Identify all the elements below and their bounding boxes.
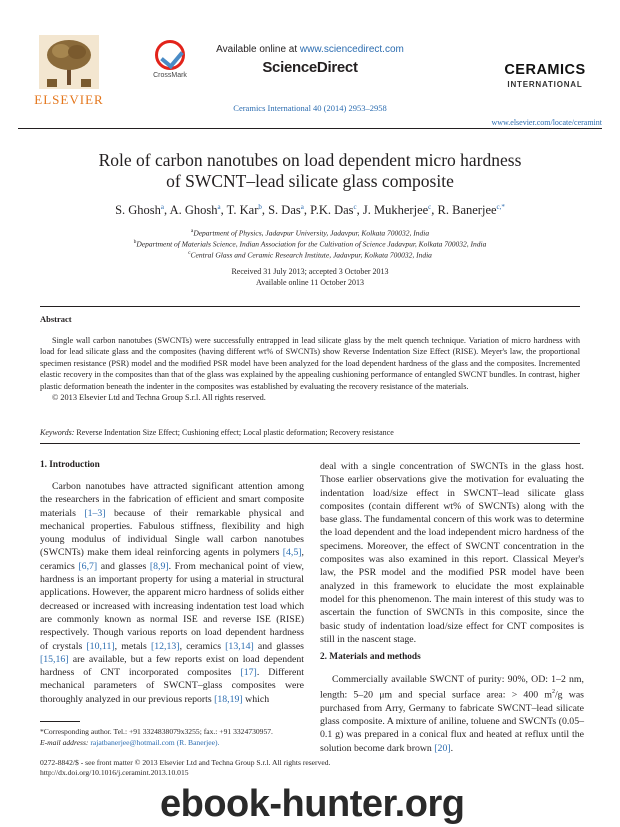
- footnote-divider: [40, 721, 80, 722]
- journal-logo-line2: INTERNATIONAL: [507, 79, 583, 89]
- citation-link[interactable]: [15,16]: [40, 653, 69, 665]
- affiliation-a: [40, 228, 580, 238]
- title-divider: [40, 306, 580, 307]
- section-heading-materials: 2. Materials and methods: [320, 652, 421, 662]
- journal-logo: [490, 63, 600, 89]
- author-name: A. Ghosh: [169, 203, 218, 218]
- issn-line: 0272-8842/$ - see front matter © 2013 Elsevier Ltd and Techna Group S.r.l. All rights reserved.: [40, 758, 331, 767]
- title-line-2: of SWCNT–lead silicate glass composite: [166, 171, 454, 191]
- citation-link[interactable]: [17]: [240, 667, 257, 679]
- doi-link[interactable]: http://dx.doi.org/10.1016/j.ceramint.2013.10.015: [40, 768, 189, 777]
- author-name: T. Kar: [226, 203, 259, 218]
- author-affiliation-marker[interactable]: a: [300, 203, 304, 211]
- author-name: S. Ghosh: [115, 203, 161, 218]
- online-date: Available online 11 October 2013: [256, 278, 364, 287]
- sciencedirect-url-link[interactable]: www.sciencedirect.com: [299, 44, 404, 55]
- abstract-divider: [40, 443, 580, 444]
- affiliation-c: [40, 250, 580, 260]
- crossmark-badge[interactable]: [140, 40, 200, 79]
- intro-paragraph-1: Carbon nanotubes have attracted significant attention among the researchers in the fabrication of efficient and smart composite materials [1–3] because of their remarkable physical and mechanical properties. Fabulous stiffness, flexibility and high young modulus of individual Single wall carbon nanotubes (SWCNTs) make them ideal reinforcing agents in polymers [4,5], ceramics [6,7] and glasses [8,9]. From mechanical point of view, hardness is an important property for using a material in structural applications. However, the apparent micro hardness of solids either decreased or increased with increasing indentation test load which are commonly known as normal ISE and reverse ISE (RISE) respectively. Though various reports on load dependent hardness of crystals [10,11], metals [12,13], ceramics [13,14] and glasses [15,16] are available, but a few reports exist on load dependent hardness of CNT incorporated composites [17]. Different mechanical parameters of SWCNT–glass composites were thoroughly analyzed in our previous reports [18,19] which: [40, 481, 305, 705]
- email-link[interactable]: rajatbanerjee@hotmail.com (R. Banerjee).: [90, 737, 220, 747]
- abstract-body: [40, 335, 580, 403]
- platform-name: ScienceDirect: [262, 59, 358, 76]
- superscript: 2: [551, 689, 555, 696]
- copyright-line: © 2013 Elsevier Ltd and Techna Group S.r.l. All rights reserved.: [52, 393, 266, 403]
- citation-link[interactable]: [8,9]: [149, 560, 169, 572]
- author-affiliation-marker[interactable]: a: [160, 203, 165, 211]
- crossmark-label: CrossMark: [153, 72, 187, 79]
- author-affiliation-marker[interactable]: c,*: [496, 203, 505, 211]
- email-label: E-mail address:: [40, 737, 91, 747]
- section-heading-introduction: 1. Introduction: [40, 460, 100, 470]
- journal-logo-line1: CERAMICS: [504, 62, 586, 78]
- article-title: [40, 150, 580, 192]
- author-affiliation-marker[interactable]: a: [217, 203, 221, 211]
- author-name: R. Banerjee: [437, 203, 497, 218]
- crossmark-icon: [155, 40, 185, 70]
- right-column: [320, 460, 584, 646]
- affiliation-b: [40, 239, 580, 249]
- abstract-text: Single wall carbon nanotubes (SWCNTs) were successfully entrapped in lead silicate glass by the melt quench technique. Variation of micro hardness with load for lead silicate glass and the composites (having different wt% of SWCNTs) show Reverse Indentation Size Effect (RISE). Meyer's law, the proportional specimen resistance (PSR) model and the modified PSR model have been analyzed for the load dependent hardness of the glass and the composites. Incremented elastic recovery in the composites than that of the glass was explained by the appealing cushioning performance of entangled SWCNT bundles. In contrast, higher plastic deformation beneath the indenter in the composites was established by evaluating the recovery resistance of the materials.: [40, 336, 580, 391]
- author-name: S. Das: [268, 203, 301, 218]
- corresponding-author: *Corresponding author. Tel.: +91 3324838079x3255; fax.: +91 3324730957.: [40, 727, 273, 736]
- elsevier-tree-icon: [39, 35, 99, 89]
- issn-block: [40, 758, 420, 778]
- materials-paragraph-1: Commercially available SWCNT of purity: 90%, OD: 1–2 nm, length: 5–20 μm and special surface area: > 400 $m^2/g$ was purchased from Arry, Germany to fabricate SWCNT–lead silicate glass composite. A mixture of aniline, toluene and SWCNTs (0.05–0.1 g) was prepared in a conical flux and heated at reflux until the solution become dark brown [20].: [320, 674, 584, 754]
- keywords: [40, 428, 580, 437]
- publisher-name: ELSEVIER: [34, 92, 104, 107]
- affiliation-text: Department of Materials Science, Indian Association for the Cultivation of Science Jadavpur, Kolkata 700032, India: [136, 239, 487, 249]
- footnote: [40, 727, 310, 748]
- journal-homepage-link[interactable]: www.elsevier.com/locate/ceramint: [491, 118, 602, 127]
- watermark: ebook-hunter.org: [160, 783, 465, 825]
- received-dates: Received 31 July 2013; accepted 3 October 2013: [231, 267, 389, 276]
- abstract-heading: Abstract: [40, 314, 72, 324]
- author-list: S. Ghosh$^a$, A. Ghosh$^a$, T. Kar$^b$, S. Das$^a$, P.K. Das$^c$, J. Mukherjee$^c$, R. Banerjee$^{c,*}$: [115, 203, 505, 218]
- materials-column: [320, 673, 584, 755]
- citation-link[interactable]: [13,14]: [225, 640, 254, 652]
- available-prefix: Available online at: [216, 44, 300, 55]
- author-affiliation-marker[interactable]: b: [258, 203, 262, 211]
- citation-link[interactable]: [10,11]: [86, 640, 115, 652]
- author-affiliation-marker[interactable]: c: [353, 203, 357, 211]
- keywords-label: Keywords:: [40, 428, 75, 437]
- citation-link[interactable]: [20]: [434, 742, 451, 754]
- keywords-text: Reverse Indentation Size Effect; Cushioning effect; Local plastic deformation; Recovery resistance: [76, 428, 394, 437]
- intro-paragraph-2: deal with a single concentration of SWCNTs in the glass host. Those earlier observations give the motivation for evaluating the indentation load/size effect in SWCNT–lead silicate glass composites (contain different wt% of SWCNTs) along with the base glass. The fundamental concern of this work was to determine the load dependent and the load independent micro hardness of the specimens. Moreover, the effect of SWCNT concentration in the composites was also examined in this report. Classical Meyer's law, the PSR model and the modified PSR model have been analyzed in this framework to elucidate the most explainable model for this phenomenon. The main interest of this study was to ascertain the function of SWCNTs in this composite, since the basic study of indentation load/size effect for CNT composites is still in the nascent stage.: [320, 461, 584, 645]
- citation-link[interactable]: [1–3]: [84, 507, 106, 519]
- citation-link[interactable]: [18,19]: [214, 693, 243, 705]
- introduction-column: [40, 480, 304, 706]
- header-divider: [18, 128, 602, 129]
- affiliation-text: Department of Physics, Jadavpur University, Jadavpur, Kolkata 700032, India: [193, 228, 430, 238]
- citation-link[interactable]: [6,7]: [78, 560, 98, 572]
- author-affiliation-marker[interactable]: c: [428, 203, 432, 211]
- citation-link[interactable]: [12,13]: [151, 640, 180, 652]
- citation-link[interactable]: [4,5]: [282, 547, 302, 559]
- elsevier-logo: [30, 35, 108, 113]
- author-name: P.K. Das: [310, 203, 354, 218]
- affiliation-marker: a: [190, 228, 194, 234]
- affiliation-marker: c: [188, 250, 191, 256]
- available-online-line: [200, 44, 420, 55]
- affiliation-text: Central Glass and Ceramic Research Institute, Jadavpur, Kolkata 700032, India: [190, 250, 432, 260]
- affiliation-marker: b: [133, 239, 137, 245]
- journal-reference-link[interactable]: Ceramics International 40 (2014) 2953–2958: [233, 103, 387, 113]
- author-name: J. Mukherjee: [362, 203, 429, 218]
- title-line-1: Role of carbon nanotubes on load dependent micro hardness: [98, 150, 522, 170]
